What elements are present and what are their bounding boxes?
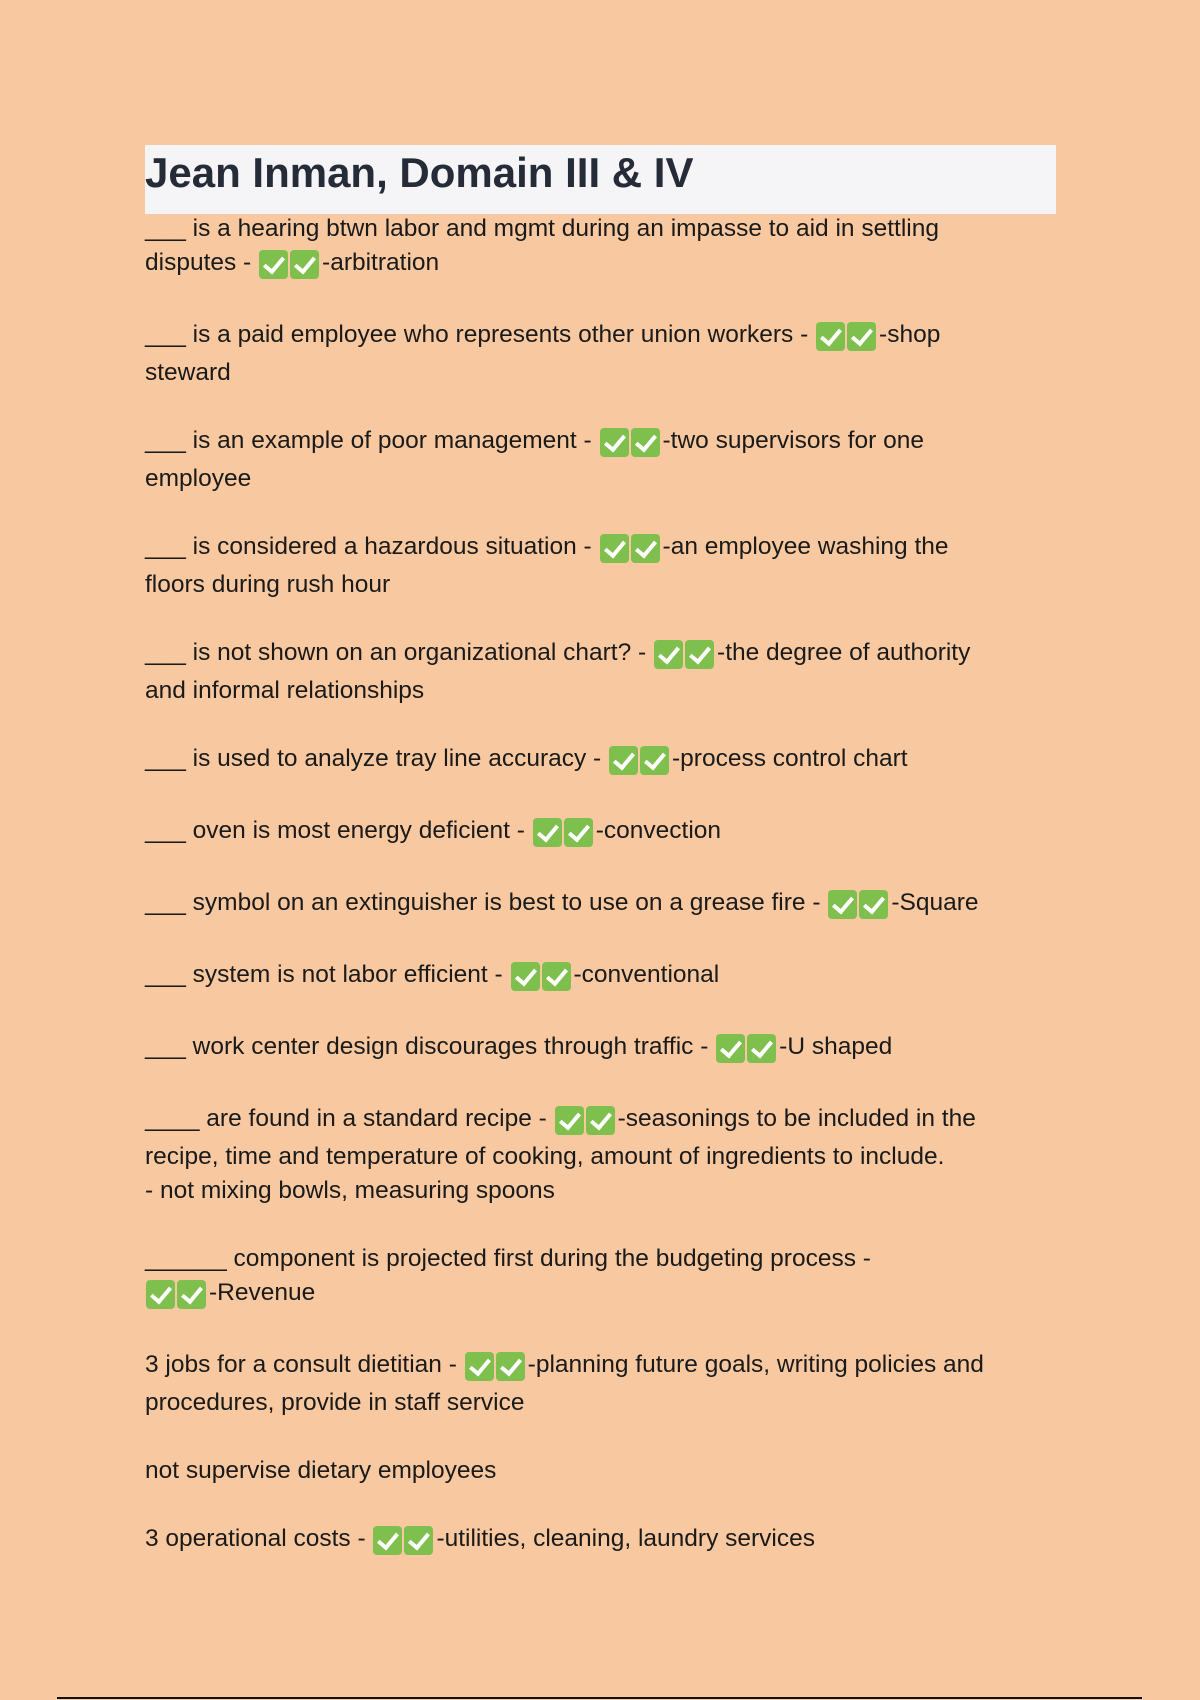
flashcard-entry xyxy=(145,814,1065,852)
question-text: 3 operational costs - xyxy=(145,1525,373,1552)
question-text: steward xyxy=(145,359,231,386)
entry-line xyxy=(145,1030,1065,1068)
flashcard-entry xyxy=(145,1348,1065,1420)
answer-text: -two supervisors for one xyxy=(662,427,924,454)
flashcard-entry xyxy=(145,886,1065,924)
check-mark-pair xyxy=(716,1034,778,1068)
check-mark-pair xyxy=(146,1280,208,1314)
white-check-mark-icon xyxy=(555,1106,584,1135)
check-mark-pair xyxy=(511,962,573,996)
entry-line xyxy=(145,1242,1065,1276)
question-text: ___ oven is most energy deficient - xyxy=(145,817,532,844)
question-text: ___ work center design discourages through traffic - xyxy=(145,1033,716,1060)
question-text: ___ is used to analyze tray line accuracy - xyxy=(145,745,609,772)
white-check-mark-icon xyxy=(747,1034,776,1063)
check-mark-pair xyxy=(373,1526,435,1560)
flashcard-entry xyxy=(145,424,1065,496)
question-text: employee xyxy=(145,465,252,492)
entry-line xyxy=(145,1348,1065,1386)
entry-line xyxy=(145,462,1065,496)
question-text: ___ is not shown on an organizational chart? - xyxy=(145,639,654,666)
page-bottom-rule xyxy=(57,1697,1142,1699)
question-text: and informal relationships xyxy=(145,677,425,704)
flashcard-entry xyxy=(145,1102,1065,1208)
white-check-mark-icon xyxy=(496,1352,525,1381)
check-mark-pair xyxy=(816,322,878,356)
entry-line xyxy=(145,814,1065,852)
check-mark-pair xyxy=(259,250,321,284)
entry-line xyxy=(145,1386,1065,1420)
check-mark-pair xyxy=(654,640,716,674)
entry-line xyxy=(145,1102,1065,1140)
entry-line xyxy=(145,1522,1065,1560)
check-mark-pair xyxy=(533,818,595,852)
answer-text: -process control chart xyxy=(672,745,908,772)
question-text: ___ is considered a hazardous situation - xyxy=(145,533,599,560)
question-text: ___ is a hearing btwn labor and mgmt during an impasse to aid in settling xyxy=(145,215,939,242)
answer-text: -seasonings to be included in the xyxy=(617,1105,976,1132)
white-check-mark-icon xyxy=(640,746,669,775)
check-mark-pair xyxy=(465,1352,527,1386)
white-check-mark-icon xyxy=(716,1034,745,1063)
white-check-mark-icon xyxy=(816,322,845,351)
white-check-mark-icon xyxy=(847,322,876,351)
flashcard-entry xyxy=(145,212,1065,284)
question-text: ___ system is not labor efficient - xyxy=(145,961,510,988)
white-check-mark-icon xyxy=(146,1280,175,1309)
question-text: not supervise dietary employees xyxy=(145,1457,497,1484)
entry-line xyxy=(145,1454,1065,1488)
answer-text: -convection xyxy=(595,817,722,844)
flashcard-entry xyxy=(145,1522,1065,1560)
white-check-mark-icon xyxy=(373,1526,402,1555)
entry-line xyxy=(145,1174,1065,1208)
entry-line xyxy=(145,742,1065,780)
check-mark-pair xyxy=(555,1106,617,1140)
question-text: ______ component is projected first during the budgeting process - xyxy=(145,1245,871,1272)
question-text: ___ is an example of poor management - xyxy=(145,427,599,454)
entry-line xyxy=(145,568,1065,602)
entry-line xyxy=(145,1140,1065,1174)
white-check-mark-icon xyxy=(404,1526,433,1555)
white-check-mark-icon xyxy=(654,640,683,669)
flashcard-list xyxy=(145,212,1065,1594)
entry-line xyxy=(145,424,1065,462)
white-check-mark-icon xyxy=(564,818,593,847)
check-mark-pair xyxy=(600,428,662,462)
entry-line xyxy=(145,246,1065,284)
answer-text: -arbitration xyxy=(322,249,440,276)
white-check-mark-icon xyxy=(600,534,629,563)
question-text: floors during rush hour xyxy=(145,571,391,598)
question-text: disputes - xyxy=(145,249,259,276)
answer-text: -utilities, cleaning, laundry services xyxy=(436,1525,815,1552)
white-check-mark-icon xyxy=(259,250,288,279)
white-check-mark-icon xyxy=(465,1352,494,1381)
white-check-mark-icon xyxy=(631,534,660,563)
question-text: recipe, time and temperature of cooking, amount of ingredients to include. xyxy=(145,1143,945,1170)
white-check-mark-icon xyxy=(828,890,857,919)
flashcard-entry xyxy=(145,958,1065,996)
white-check-mark-icon xyxy=(290,250,319,279)
answer-text: -shop xyxy=(879,321,941,348)
answer-text: -U shaped xyxy=(779,1033,893,1060)
answer-text: -the degree of authority xyxy=(717,639,971,666)
white-check-mark-icon xyxy=(586,1106,615,1135)
white-check-mark-icon xyxy=(631,428,660,457)
flashcard-entry xyxy=(145,1454,1065,1488)
answer-text: -Square xyxy=(891,889,979,916)
check-mark-pair xyxy=(609,746,671,780)
title-banner xyxy=(145,145,1056,214)
question-text: ___ is a paid employee who represents other union workers - xyxy=(145,321,816,348)
question-text: ____ are found in a standard recipe - xyxy=(145,1105,554,1132)
flashcard-entry xyxy=(145,742,1065,780)
question-text: - not mixing bowls, measuring spoons xyxy=(145,1177,555,1204)
flashcard-entry xyxy=(145,636,1065,708)
question-text: procedures, provide in staff service xyxy=(145,1389,525,1416)
white-check-mark-icon xyxy=(859,890,888,919)
white-check-mark-icon xyxy=(511,962,540,991)
entry-line xyxy=(145,636,1065,674)
white-check-mark-icon xyxy=(600,428,629,457)
white-check-mark-icon xyxy=(609,746,638,775)
white-check-mark-icon xyxy=(177,1280,206,1309)
question-text: 3 jobs for a consult dietitian - xyxy=(145,1351,464,1378)
entry-line xyxy=(145,886,1065,924)
check-mark-pair xyxy=(600,534,662,568)
entry-line xyxy=(145,958,1065,996)
entry-line xyxy=(145,356,1065,390)
answer-text: -conventional xyxy=(573,961,720,988)
entry-line xyxy=(145,674,1065,708)
flashcard-entry xyxy=(145,1030,1065,1068)
entry-line xyxy=(145,212,1065,246)
flashcard-entry xyxy=(145,318,1065,390)
answer-text: -Revenue xyxy=(209,1279,316,1306)
document-title: Jean Inman, Domain III & IV xyxy=(145,149,694,196)
flashcard-entry xyxy=(145,1242,1065,1314)
entry-line xyxy=(145,318,1065,356)
white-check-mark-icon xyxy=(542,962,571,991)
entry-line xyxy=(145,530,1065,568)
answer-text: -planning future goals, writing policies and xyxy=(527,1351,984,1378)
answer-text: -an employee washing the xyxy=(662,533,949,560)
flashcard-entry xyxy=(145,530,1065,602)
white-check-mark-icon xyxy=(533,818,562,847)
check-mark-pair xyxy=(828,890,890,924)
white-check-mark-icon xyxy=(685,640,714,669)
question-text: ___ symbol on an extinguisher is best to use on a grease fire - xyxy=(145,889,828,916)
entry-line xyxy=(145,1276,1065,1314)
